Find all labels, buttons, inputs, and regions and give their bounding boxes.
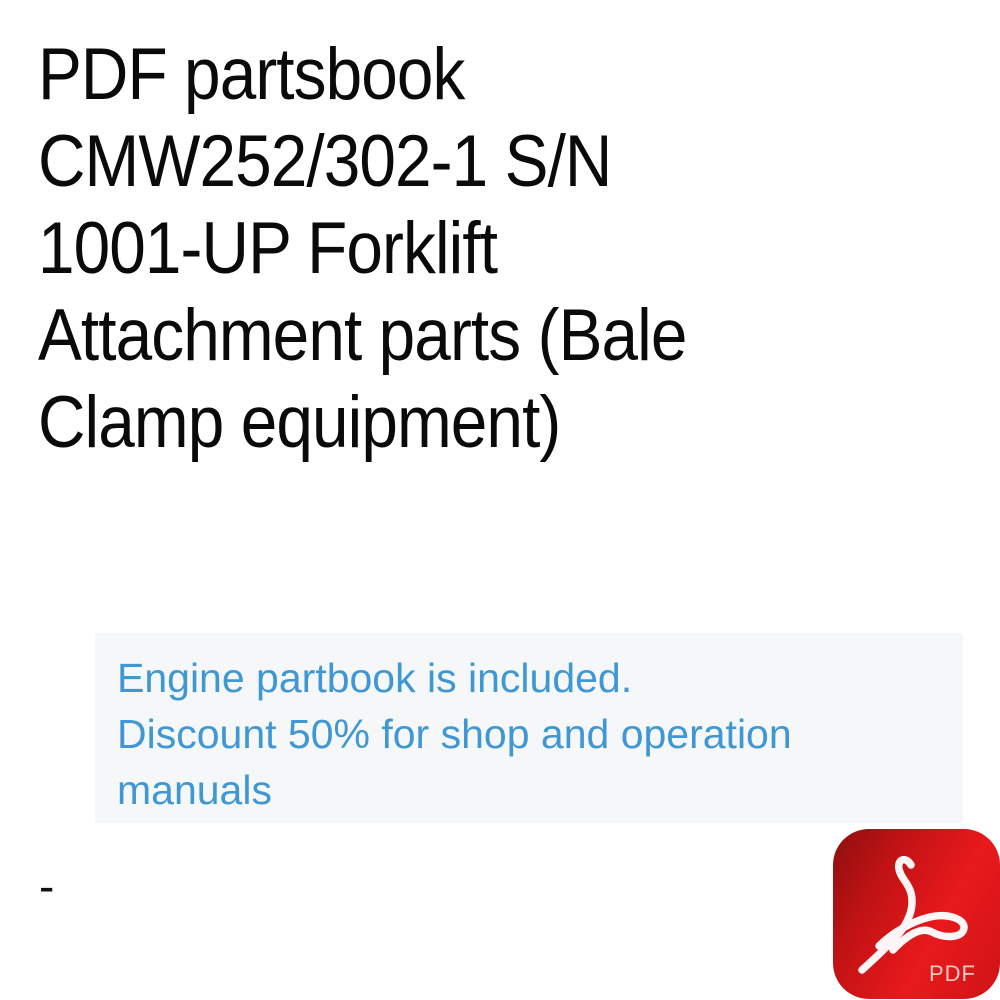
product-title-line: Clamp equipment) (38, 382, 561, 463)
product-title-line: CMW252/302-1 S/N (38, 121, 612, 202)
note-line: Engine partbook is included. (117, 655, 633, 701)
adobe-acrobat-pdf-icon (833, 829, 1000, 999)
note-line: Discount 50% for shop and operation (117, 711, 792, 757)
product-title (38, 31, 686, 466)
note-text (117, 650, 792, 818)
product-title-line: 1001-UP Forklift (38, 208, 498, 289)
product-title-line: PDF partsbook (38, 34, 465, 115)
pdf-badge-label: PDF (929, 961, 976, 986)
product-title-line: Attachment parts (Bale (38, 295, 687, 376)
stray-dash-text: - (39, 860, 55, 912)
note-line: manuals (117, 767, 272, 813)
